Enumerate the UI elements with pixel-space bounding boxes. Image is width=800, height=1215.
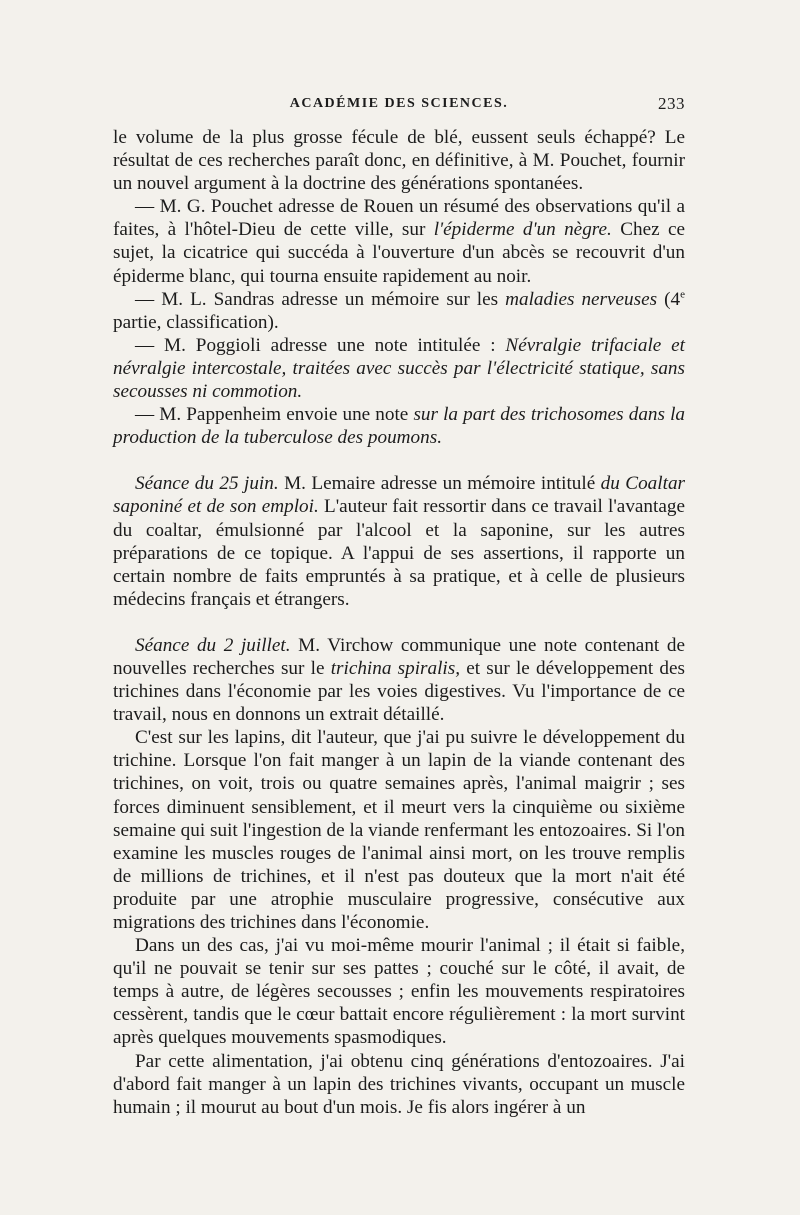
- paragraph-10: [113, 1050, 685, 1119]
- paragraph-5-text-a: — M. Pappenheim envoie une note: [135, 404, 414, 426]
- paragraph-2: [113, 195, 685, 287]
- paragraph-7-text-b: et sur le développement des trichines dans l'économie par les voies digestives. Vu l'importance de ce travail, nous en donnons un extrait détaillé.: [113, 657, 685, 726]
- paragraph-7-text-a: M. Virchow communique une note contenant de nouvelles recherches sur le: [113, 634, 685, 679]
- page-number: 233: [658, 94, 685, 113]
- paragraph-6: [113, 472, 685, 611]
- running-head: [113, 96, 685, 126]
- body-text: [113, 126, 685, 1119]
- paragraph-3: [113, 288, 685, 334]
- paragraph-3-text-b: (4: [657, 288, 681, 310]
- paragraph-4: [113, 334, 685, 403]
- paragraph-1: [113, 126, 685, 195]
- paragraph-9-text: Dans un des cas, j'ai vu moi-même mourir l'animal ; il était si faible, qu'il ne pouvait se tenir sur ses pattes ; couché sur le côté, il avait, de temps à autre, de légères secousses ; enfin les mouvements respiratoires cessèrent, tandis que le cœur battait encore régulièrement : la mort survint après quelques mouvements spasmodiques.: [113, 935, 685, 1049]
- paragraph-7: [113, 634, 685, 726]
- paragraph-6-text-b: L'auteur fait ressortir dans ce travail l'avantage du coaltar, émulsionné par l'alcool et la saponine, sur les autres préparations de ce topique. A l'appui de ses assertions, il rapporte un certain nombre de faits empruntés à sa pratique, et à celle de plusieurs médecins français et étrangers.: [113, 496, 685, 610]
- paragraph-3-text-a: — M. L. Sandras adresse un mémoire sur les: [135, 288, 506, 310]
- paragraph-5-italic: sur la part des trichosomes dans la production de la tuberculose des poumons.: [113, 404, 686, 449]
- paragraph-2-text-b: Chez ce sujet, la cicatrice qui succéda à l'ouverture d'un abcès se recouvrit d'un épiderme blanc, qui tourna ensuite rapidement au noir.: [113, 219, 685, 287]
- paragraph-3-superscript: e: [680, 288, 686, 301]
- paragraph-8: [113, 726, 685, 934]
- paragraph-3-text-c: partie, classification).: [113, 311, 279, 333]
- paragraph-3-italic: maladies nerveuses: [505, 288, 658, 310]
- paragraph-6-text-a: M. Lemaire adresse un mémoire intitulé: [278, 473, 601, 495]
- paragraph-10-text: Par cette alimentation, j'ai obtenu cinq générations d'entozoaires. J'ai d'abord fait manger à un lapin des trichines vivants, occupant un muscle humain ; il mourut au bout d'un mois. Je fis alors ingérer à un: [113, 1050, 685, 1118]
- paragraph-9: [113, 934, 685, 1049]
- paragraph-4-italic: Névralgie trifaciale et névralgie intercostale, traitées avec succès par l'électricité statique, sans secousses ni commotion.: [113, 334, 686, 403]
- paragraph-5: [113, 403, 685, 449]
- paragraph-4-text-a: — M. Poggioli adresse une note intitulée :: [135, 334, 506, 356]
- running-title: ACADÉMIE DES SCIENCES.: [289, 96, 509, 111]
- paragraph-2-italic: l'épiderme d'un nègre.: [433, 219, 612, 241]
- paragraph-2-text-a: — M. G. Pouchet adresse de Rouen un résumé des observations qu'il a faites, à l'hôtel-Dieu de cette ville, sur: [113, 196, 685, 241]
- session-date-2-juillet: Séance du 2 juillet.: [135, 634, 291, 656]
- paragraph-6-italic: du Coaltar saponiné et de son emploi.: [113, 473, 685, 518]
- paragraph-7-italic: trichina spiralis,: [330, 657, 461, 679]
- paragraph-8-text: C'est sur les lapins, dit l'auteur, que j'ai pu suivre le développement du trichine. Lorsque l'on fait manger à un lapin de la viande contenant des trichines, on voit, trois ou quatre semaines après, l'animal maigrir ; ses forces diminuent sensiblement, et il meurt vers la cinquième ou sixième semaine qui suit l'ingestion de la viande renfermant les entozoaires. Si l'on examine les muscles rouges de l'animal ainsi mort, on les trouve remplis de millions de trichines, et il n'est pas douteux que la mort n'ait été produite par une atrophie musculaire progressive, consécutive aux migrations des trichines dans l'économie.: [113, 727, 685, 933]
- session-date-25-juin: Séance du 25 juin.: [135, 473, 279, 495]
- paragraph-1-text: le volume de la plus grosse fécule de blé, eussent seuls échappé? Le résultat de ces recherches paraît donc, en définitive, à M. Pouchet, fournir un nouvel argument à la doctrine des générations spontanées.: [113, 127, 685, 195]
